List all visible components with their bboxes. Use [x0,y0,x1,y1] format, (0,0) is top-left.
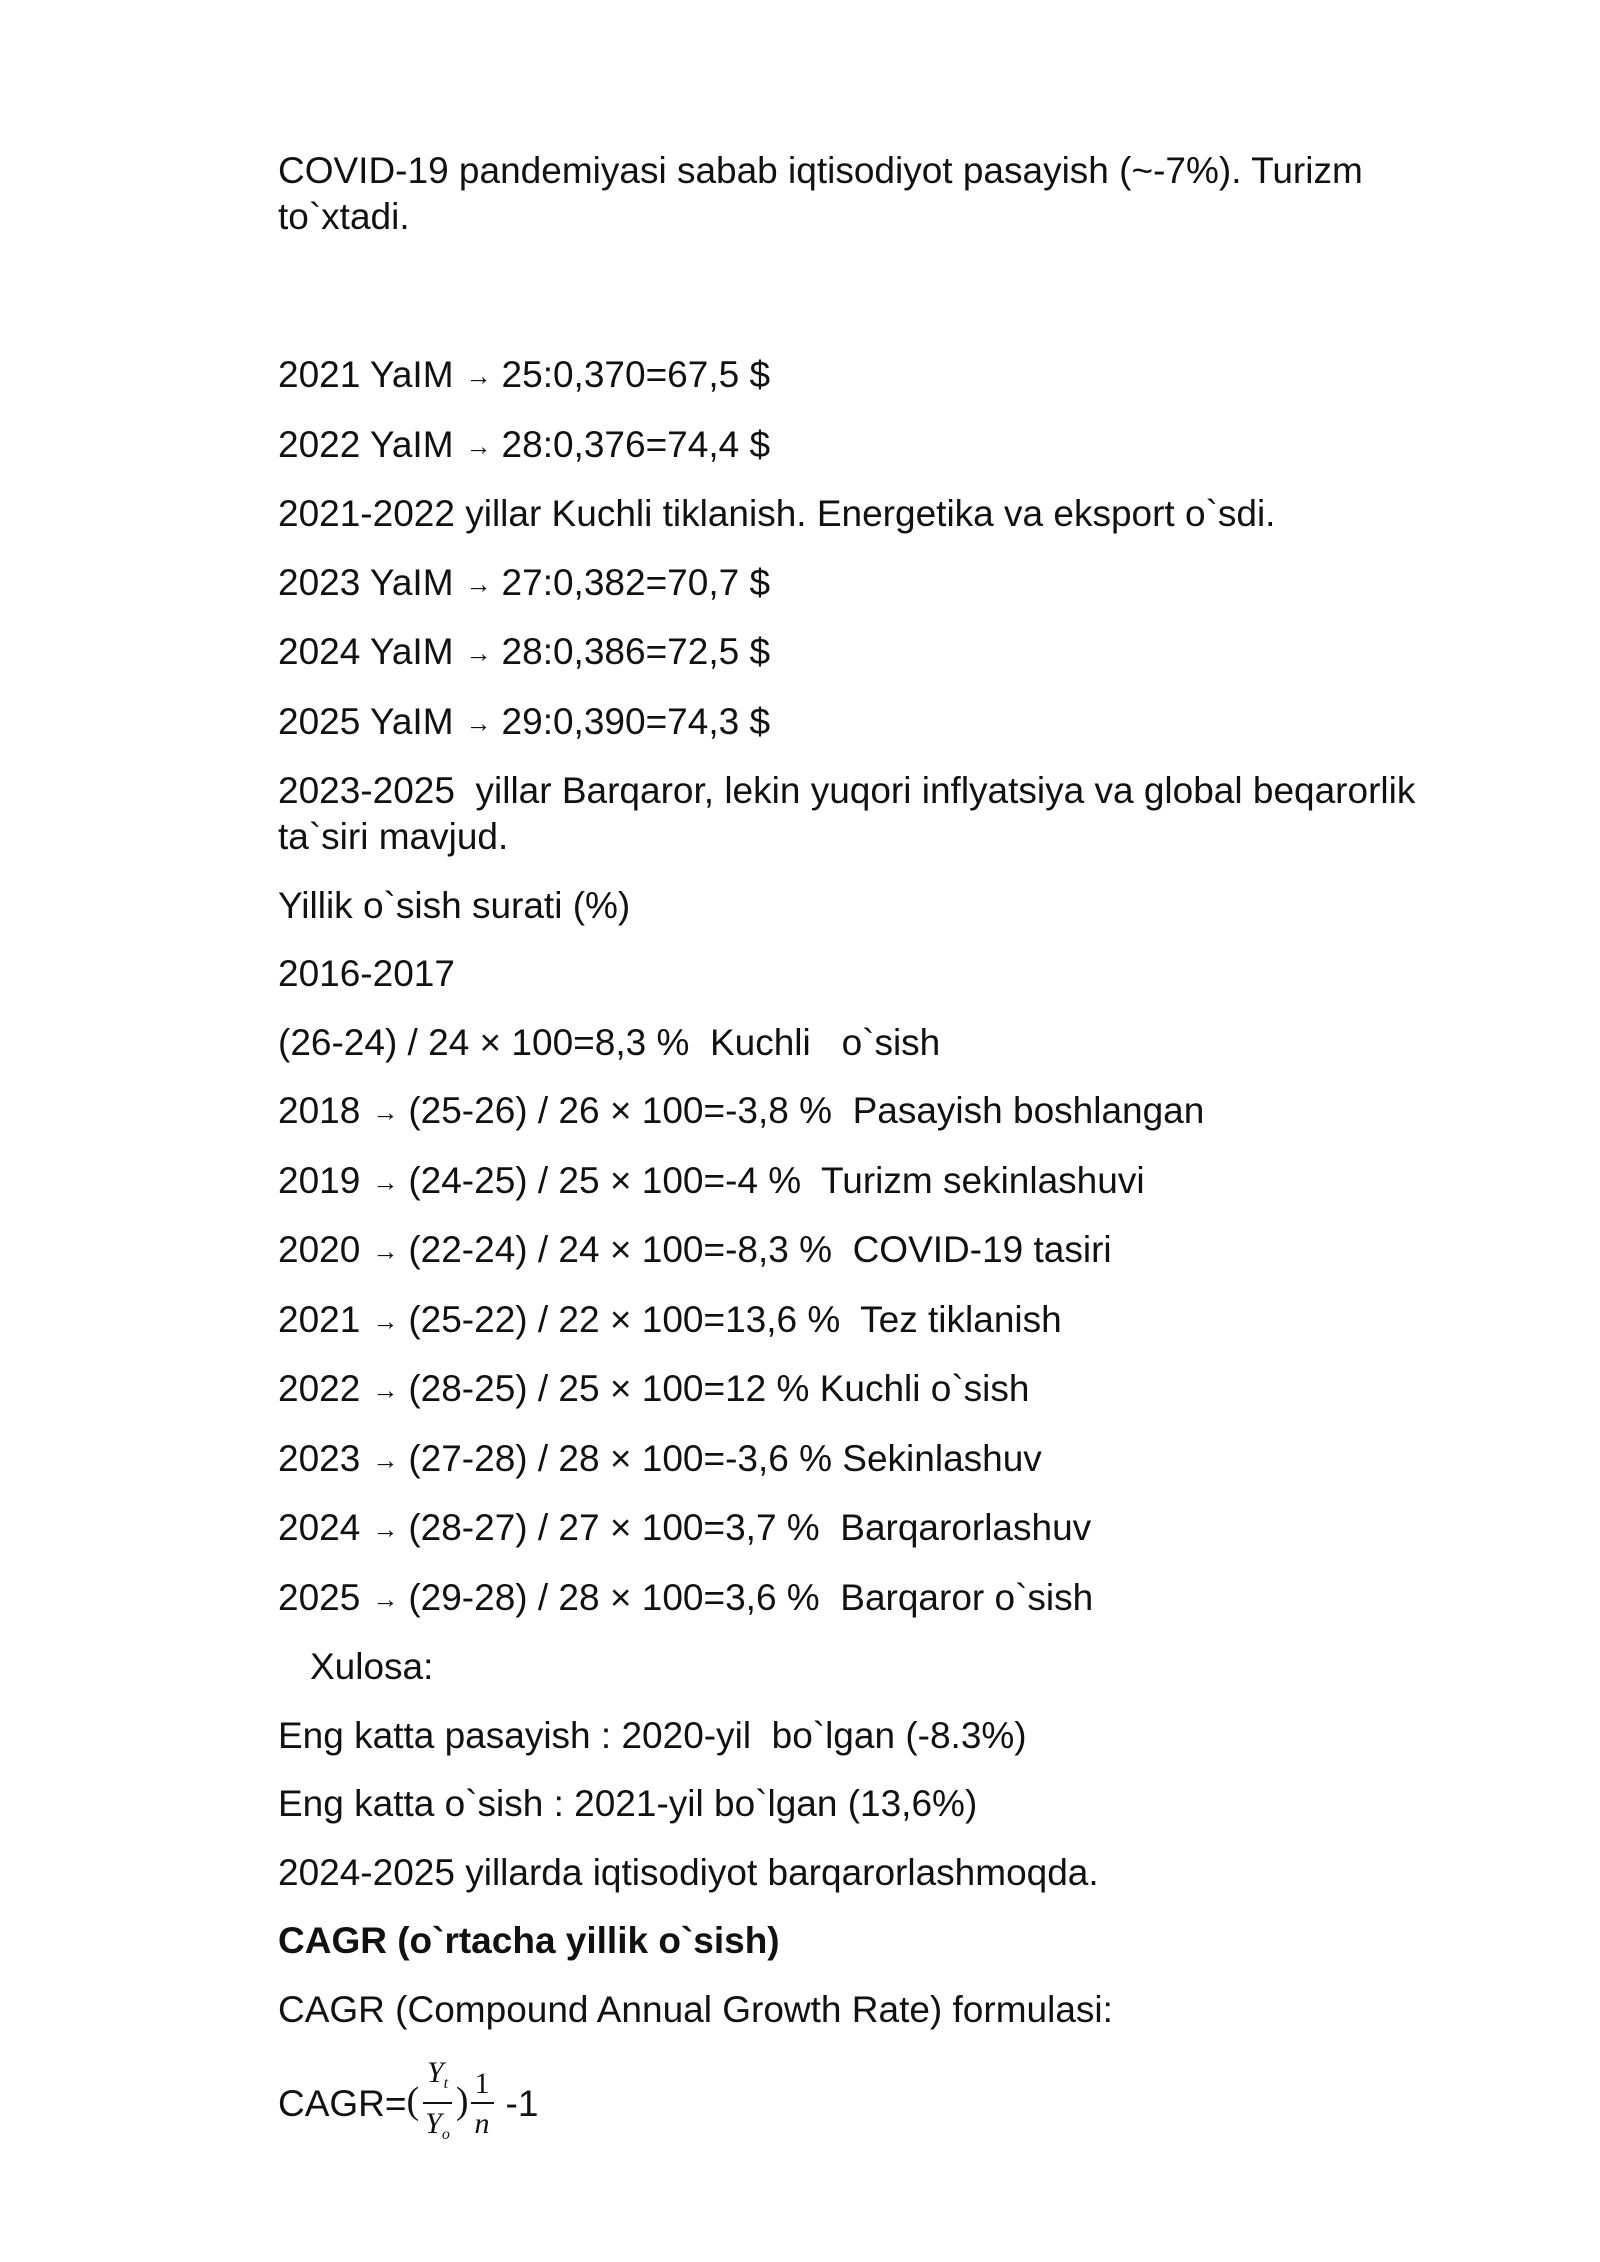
calc-expression: (25-22) / 22 × 100=13,6 % Tez tiklanish [408,1298,1062,1340]
exponent-numerator: 1 [471,2068,494,2104]
calc-line [278,1088,1458,1135]
calc-label: 2018 [278,1090,361,1131]
formula-ratio [421,2057,454,2151]
calc-expression: (27-28) / 28 × 100=-3,6 % Sekinlashuv [408,1437,1042,1479]
formula-tail: -1 [505,2082,539,2124]
arrow-icon: → [465,707,492,738]
paragraph-list [278,148,1458,2033]
arrow-icon: → [465,638,492,668]
arrow-icon: → [372,1514,399,1544]
section-heading: CAGR (o`rtacha yillik o`sish) [278,1920,780,1961]
formula-open-paren: ( [406,2079,420,2122]
calc-line [278,1436,1458,1483]
document-page [278,148,1458,2149]
paragraph: CAGR (Compound Annual Growth Rate) formulasi: [278,1988,1113,2030]
paragraph: (26-24) / 24 × 100=8,3 % Kuchli o`sish [278,1021,941,1063]
paragraph: 2021-2022 yillar Kuchli tiklanish. Energetika va eksport o`sdi. [278,493,1276,534]
calc-label: 2023 YaIM [278,561,454,603]
calc-expression: (29-28) / 28 × 100=3,6 % Barqaror o`sish [408,1576,1094,1618]
calc-label: 2025 YaIM [278,700,454,742]
paragraph: Eng katta o`sish : 2021-yil bo`lgan (13,6%) [278,1783,978,1824]
calc-label: 2019 [278,1159,361,1201]
arrow-icon: → [372,1097,399,1127]
arrow-icon: → [372,1166,399,1197]
calc-line [278,1158,1458,1205]
calc-label: 2021 [278,1298,361,1340]
calc-expression: 25:0,370=67,5 $ [501,354,771,395]
calc-expression: (25-26) / 26 × 100=-3,8 % Pasayish boshlangan [408,1090,1205,1131]
calc-label: 2024 YaIM [278,631,454,672]
paragraph: COVID-19 pandemiyasi sabab iqtisodiyot pasayish (~-7%). Turizm to`xtadi. [278,150,1374,237]
arrow-icon: → [465,361,492,391]
calc-expression: (24-25) / 25 × 100=-4 % Turizm sekinlashuvi [408,1159,1145,1201]
calc-line [278,1366,1458,1413]
calc-label: 2025 [278,1576,361,1618]
calc-label: 2023 [278,1437,361,1479]
arrow-icon: → [372,1305,399,1336]
calc-line [278,1297,1458,1344]
paragraph: 2016-2017 [278,953,455,994]
calc-expression: (28-27) / 27 × 100=3,7 % Barqarorlashuv [408,1507,1092,1548]
arrow-icon: → [372,1444,399,1475]
formula-close-paren: ) [455,2079,469,2122]
paragraph: Xulosa: [310,1646,434,1687]
formula-lhs: CAGR= [278,2082,407,2124]
paragraph: Eng katta pasayish : 2020-yil bo`lgan (-8.3%) [278,1714,1027,1756]
calc-line [278,629,1458,676]
denominator-sub: o [441,2125,450,2143]
calc-expression: 28:0,386=72,5 $ [501,631,771,672]
calc-label: 2021 YaIM [278,354,454,395]
calc-line [278,352,1458,399]
formula-numerator [423,2057,452,2104]
arrow-icon: → [372,1375,399,1405]
calc-line [278,1227,1458,1274]
formula-exponent [471,2068,494,2140]
calc-expression: 29:0,390=74,3 $ [501,700,771,742]
calc-expression: (28-25) / 25 × 100=12 % Kuchli o`sish [408,1368,1030,1409]
paragraph: 2024-2025 yillarda iqtisodiyot barqarorlashmoqda. [278,1851,1099,1893]
numerator-var: Y [426,2055,444,2089]
calc-line [278,699,1458,746]
denominator-var: Y [425,2106,442,2140]
calc-label: 2024 [278,1507,361,1548]
calc-line [278,560,1458,607]
numerator-sub: t [443,2074,449,2092]
calc-line [278,1505,1458,1552]
calc-expression: 27:0,382=70,7 $ [501,561,771,603]
paragraph: 2023-2025 yillar Barqaror, lekin yuqori inflyatsiya va global beqarorlik ta`siri mavjud. [278,770,1426,857]
calc-label: 2020 [278,1229,361,1270]
calc-label: 2022 YaIM [278,423,454,465]
calc-expression: 28:0,376=74,4 $ [501,423,771,465]
paragraph: Yillik o`sish surati (%) [278,884,631,926]
exponent-denominator: n [474,2106,490,2140]
arrow-icon: → [372,1236,399,1266]
calc-label: 2022 [278,1368,361,1409]
calc-line [278,1575,1458,1622]
cagr-formula [278,2055,1458,2149]
formula-denominator [421,2104,454,2151]
arrow-icon: → [465,430,492,461]
arrow-icon: → [465,568,492,599]
calc-expression: (22-24) / 24 × 100=-8,3 % COVID-19 tasiri [408,1229,1112,1270]
calc-line [278,422,1458,469]
arrow-icon: → [372,1583,399,1614]
